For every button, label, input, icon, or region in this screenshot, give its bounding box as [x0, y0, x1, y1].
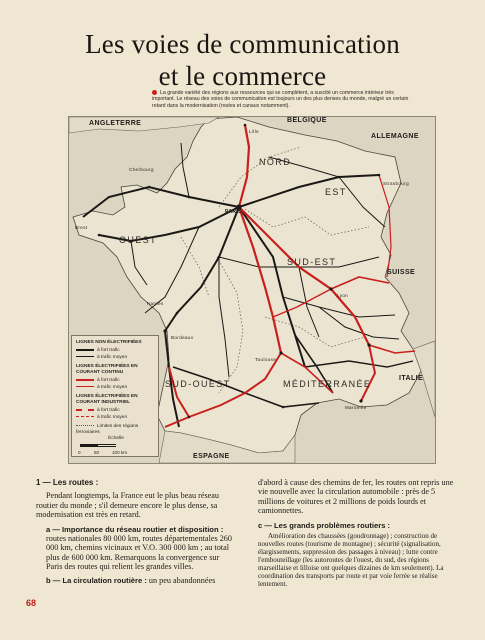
map-legend	[71, 335, 159, 457]
legend-text-fort-trafic-3: à fort trafic	[97, 408, 120, 413]
legend-row-red-medium	[76, 385, 156, 391]
legend-swatch-black-medium	[76, 356, 94, 357]
section-2-paragraph: d'abord à cause des chemins de fer, les routes ont repris une vie nouvelle avec la circulation automobile : près de 5 millions de voitures et 2 millions de poids lourds et camionnettes.	[258, 478, 454, 516]
city-bordeaux: Bordeaux	[171, 335, 194, 340]
legend-elec-continu-title: LIGNES ÉLECTRIFIÉES EN COURANT CONTINU	[76, 364, 138, 375]
city-paris: PARIS	[225, 209, 242, 215]
legend-row-black-medium	[76, 355, 156, 361]
city-cherbourg: Cherbourg	[129, 167, 154, 172]
scale-bar-light	[98, 444, 116, 447]
section-1-a-title: a — Importance du réseau routier et disposition :	[46, 524, 224, 534]
legend-swatch-red-strong	[76, 379, 94, 381]
section-1-a-text: routes nationales 80 000 km, routes départementales 260 000 km, chemins vicinaux et V.O. 300 000 km ; au total plus de 600 000 km. Remarquons la convergence sur Paris des routes qui relient les grandes villes.	[46, 534, 232, 572]
legend-scale	[80, 444, 140, 450]
title-line-1: Les voies de communication	[85, 29, 400, 59]
region-ouest: OUEST	[119, 235, 158, 245]
label-allemagne: ALLEMAGNE	[371, 133, 419, 140]
legend-row-limits	[76, 424, 156, 436]
legend-non-elec-title: LIGNES NON ÉLECTRIFIÉES	[76, 340, 142, 345]
right-column-text	[258, 478, 458, 588]
region-mediterranee: MÉDITERRANÉE	[283, 379, 372, 389]
intro-paragraph	[152, 90, 412, 109]
legend-text-trafic-moyen-2: à trafic moyen	[97, 385, 128, 390]
red-bullet-icon	[152, 90, 157, 95]
legend-swatch-red-dashed-strong	[76, 409, 94, 411]
title-line-2: et le commerce	[158, 61, 327, 91]
region-sud-est: SUD-EST	[287, 257, 337, 267]
intro-text: La grande variété des régions aux ressources qui se complètent, a suscité un commerce intérieur très important. Le réseau des voies de communication est toujours un des plus denses du monde, malgré un certain retard dans la modernisation (routes et canaux notamment).	[152, 90, 409, 109]
label-italie: ITALIE	[399, 375, 424, 382]
page-number: 68	[26, 598, 37, 608]
scale-bar-dark	[80, 444, 98, 447]
section-1-a	[46, 525, 236, 572]
legend-text-limites: Limites des régions ferroviaires	[76, 424, 139, 435]
legend-row-red-dashed-strong	[76, 408, 156, 414]
region-est: EST	[325, 187, 347, 197]
legend-row-black-strong	[76, 348, 156, 354]
label-suisse: SUISSE	[387, 269, 416, 276]
legend-swatch-red-medium	[76, 386, 94, 387]
legend-row-red-dashed-medium	[76, 415, 156, 421]
scale-label-0: 0	[78, 450, 81, 455]
section-2-c-text: Amélioration des chaussées (goudronnage) ; construction de nouvelles routes (tourisme de montagne) ; sécurité (signalisation, élargissements, suppression des passages à niveau) ; lutte contre l'embouteillage (les autoroutes de l'ouest, du sud, des régions marseillaise et lilloise ont quelques dizaines de km seulement). La coordination des transports par route et par voie ferrée se réalise lentement.	[258, 532, 444, 589]
city-marseille: Marseille	[345, 405, 367, 410]
section-2-c-title: c — Les grands problèmes routiers :	[258, 520, 391, 530]
region-nord: NORD	[259, 157, 292, 167]
city-lyon: Lyon	[337, 293, 349, 298]
legend-swatch-limits	[76, 425, 94, 426]
section-1-b	[46, 576, 236, 585]
legend-swatch-red-dashed-medium	[76, 416, 94, 417]
label-belgique: BELGIQUE	[287, 117, 327, 124]
section-1-b-text: un peu abandonnées	[148, 575, 216, 585]
section-1-paragraph: Pendant longtemps, la France eut le plus beau réseau routier du monde ; s'il demeure encore le plus dense, sa modernisation est très en retard.	[36, 491, 220, 520]
left-column-text	[36, 478, 236, 585]
label-angleterre: ANGLETERRE	[89, 120, 142, 127]
region-sud-ouest: SUD-OUEST	[165, 379, 231, 389]
city-strasbourg: Strasbourg	[383, 181, 410, 186]
label-espagne: ESPAGNE	[193, 453, 230, 460]
city-lille: Lille	[249, 129, 260, 134]
city-nantes: Nantes	[147, 301, 164, 306]
legend-scale-title: Échelle	[108, 436, 124, 441]
legend-swatch-black-strong	[76, 349, 94, 351]
page-title	[40, 28, 445, 92]
legend-row-red-strong	[76, 378, 156, 384]
scale-label-50: 50	[94, 450, 100, 455]
railway-map	[68, 116, 436, 464]
legend-text-fort-trafic-2: à fort trafic	[97, 378, 120, 383]
legend-text-trafic-moyen-3: à trafic moyen	[97, 415, 128, 420]
scale-label-100: 100 km	[112, 450, 128, 455]
legend-elec-industriel-title: LIGNES ÉLECTRIFIÉES EN COURANT INDUSTRIEL	[76, 394, 138, 405]
city-brest: Brest	[75, 225, 88, 230]
section-1-heading: 1 — Les routes :	[36, 478, 99, 487]
section-1-b-title: b — La circulation routière :	[46, 575, 147, 585]
legend-text-fort-trafic: à fort trafic	[97, 348, 120, 353]
city-toulouse: Toulouse	[255, 357, 277, 362]
legend-text-trafic-moyen: à trafic moyen	[97, 355, 128, 360]
